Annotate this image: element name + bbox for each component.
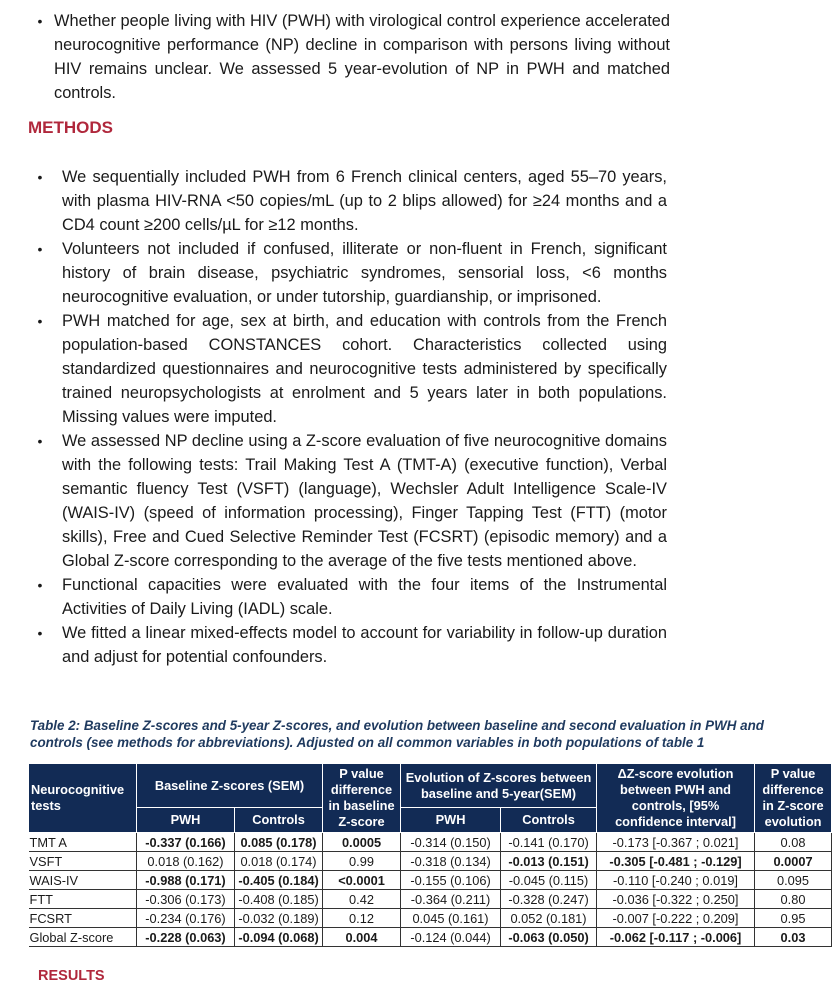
header-baseline: Baseline Z-scores (SEM) [137, 764, 323, 808]
cell-p-baseline: 0.99 [323, 852, 401, 871]
header-evolution: Evolution of Z-scores between baseline and 5-year(SEM) [401, 764, 597, 808]
methods-heading: METHODS [28, 118, 113, 137]
cell-evo-pwh: -0.364 (0.211) [401, 890, 501, 909]
cell-base-pwh: -0.228 (0.063) [137, 928, 235, 947]
cell-base-pwh: -0.234 (0.176) [137, 909, 235, 928]
bullet-dot-icon: • [37, 433, 43, 449]
cell-p-evolution: 0.08 [755, 833, 832, 852]
table-row [29, 909, 832, 928]
bullet-text: We fitted a linear mixed-effects model to account for variability in follow-up duration and adjust for potential confounders. [62, 624, 667, 666]
cell-delta: -0.062 [-0.117 ; -0.006] [597, 928, 755, 947]
table-row [29, 833, 832, 852]
cell-base-controls: -0.032 (0.189) [235, 909, 323, 928]
header-tests: Neurocognitive tests [29, 764, 137, 833]
cell-base-controls: 0.018 (0.174) [235, 852, 323, 871]
table-row [29, 852, 832, 871]
intro-bullet [30, 9, 670, 105]
bullet-text: PWH matched for age, sex at birth, and education with controls from the French population-based CONSTANCES cohort. Characteristics collected using standardized questionnaires and neurocognitive tests administered by specifically trained neuropsychologists at enrolment and 5 years later in both populations. Missing values were imputed. [62, 312, 667, 426]
bullet-text: Functional capacities were evaluated with the four items of the Instrumental Activities of Daily Living (IADL) scale. [62, 576, 667, 618]
cell-p-evolution: 0.0007 [755, 852, 832, 871]
header-evolution-controls: Controls [501, 808, 597, 833]
cell-base-pwh: -0.337 (0.166) [137, 833, 235, 852]
cell-p-baseline: 0.0005 [323, 833, 401, 852]
cell-base-pwh: -0.306 (0.173) [137, 890, 235, 909]
cell-evo-pwh: -0.318 (0.134) [401, 852, 501, 871]
bullet-dot-icon: • [37, 313, 43, 329]
cell-evo-controls: -0.045 (0.115) [501, 871, 597, 890]
cell-base-controls: -0.405 (0.184) [235, 871, 323, 890]
cell-test: FCSRT [29, 909, 137, 928]
cell-evo-controls: -0.063 (0.050) [501, 928, 597, 947]
cell-delta: -0.173 [-0.367 ; 0.021] [597, 833, 755, 852]
cell-base-controls: -0.094 (0.068) [235, 928, 323, 947]
table-row [29, 890, 832, 909]
bullet-dot-icon: • [37, 241, 43, 257]
cell-p-evolution: 0.80 [755, 890, 832, 909]
cell-evo-pwh: -0.155 (0.106) [401, 871, 501, 890]
table-caption: Table 2: Baseline Z-scores and 5-year Z-scores, and evolution between baseline and second evaluation in PWH and controls (see methods for abbreviations). Adjusted on all common variables in both populations of table 1 [30, 718, 764, 750]
cell-evo-controls: -0.013 (0.151) [501, 852, 597, 871]
cell-delta: -0.007 [-0.222 ; 0.209] [597, 909, 755, 928]
cell-base-controls: -0.408 (0.185) [235, 890, 323, 909]
cell-evo-controls: -0.328 (0.247) [501, 890, 597, 909]
bullet-dot-icon: • [37, 13, 43, 29]
cell-delta: -0.305 [-0.481 ; -0.129] [597, 852, 755, 871]
methods-bullet [30, 309, 667, 429]
cell-evo-pwh: 0.045 (0.161) [401, 909, 501, 928]
table-header-row [29, 764, 832, 808]
header-p-evolution: P value difference in Z-score evolution [755, 764, 832, 833]
cell-test: WAIS-IV [29, 871, 137, 890]
cell-p-evolution: 0.095 [755, 871, 832, 890]
cell-test: TMT A [29, 833, 137, 852]
bullet-dot-icon: • [37, 577, 43, 593]
header-baseline-controls: Controls [235, 808, 323, 833]
cell-p-baseline: <0.0001 [323, 871, 401, 890]
cell-base-pwh: 0.018 (0.162) [137, 852, 235, 871]
bullet-text: We sequentially included PWH from 6 French clinical centers, aged 55–70 years, with plasma HIV-RNA <50 copies/mL (up to 2 blips allowed) for ≥24 months and a CD4 count ≥200 cells/µL for ≥12 months. [62, 168, 667, 234]
methods-bullet [30, 573, 667, 621]
cell-evo-pwh: -0.314 (0.150) [401, 833, 501, 852]
bullet-text: Whether people living with HIV (PWH) with virological control experience accelerated neurocognitive performance (NP) decline in comparison with persons living without HIV remains unclear. We assessed 5 year-evolution of NP in PWH and matched controls. [54, 12, 670, 102]
cell-p-baseline: 0.004 [323, 928, 401, 947]
table-row [29, 871, 832, 890]
cell-evo-controls: -0.141 (0.170) [501, 833, 597, 852]
bullet-text: We assessed NP decline using a Z-score evaluation of five neurocognitive domains with the following tests: Trail Making Test A (TMT-A) (executive function), Verbal semantic fluency Test (VSFT) (language), Wechsler Adult Intelligence Scale-IV (WAIS-IV) (speed of information processing), Finger Tapping Test (FTT) (motor skills), Free and Cued Selective Reminder Test (FCSRT) (episodic memory) and a Global Z-score corresponding to the average of the five tests mentioned above. [62, 432, 667, 570]
cell-test: Global Z-score [29, 928, 137, 947]
table-row [29, 928, 832, 947]
cell-p-evolution: 0.03 [755, 928, 832, 947]
header-baseline-pwh: PWH [137, 808, 235, 833]
cell-p-baseline: 0.42 [323, 890, 401, 909]
cell-evo-controls: 0.052 (0.181) [501, 909, 597, 928]
cell-base-pwh: -0.988 (0.171) [137, 871, 235, 890]
methods-bullet [30, 237, 667, 309]
cell-test: FTT [29, 890, 137, 909]
header-p-baseline: P value difference in baseline Z-score [323, 764, 401, 833]
cell-delta: -0.036 [-0.322 ; 0.250] [597, 890, 755, 909]
intro-list [30, 9, 670, 105]
cell-base-controls: 0.085 (0.178) [235, 833, 323, 852]
results-heading: RESULTS [38, 968, 105, 984]
cell-test: VSFT [29, 852, 137, 871]
methods-bullet [30, 621, 667, 669]
methods-bullet [30, 429, 667, 573]
cell-delta: -0.110 [-0.240 ; 0.019] [597, 871, 755, 890]
bullet-dot-icon: • [37, 169, 43, 185]
methods-bullet [30, 165, 667, 237]
methods-list [30, 165, 667, 669]
bullet-dot-icon: • [37, 625, 43, 641]
bullet-text: Volunteers not included if confused, illiterate or non-fluent in French, significant history of brain disease, psychiatric syndromes, sensorial loss, <6 months neurocognitive evaluation, or under tutorship, guardianship, or imprisoned. [62, 240, 667, 306]
cell-p-evolution: 0.95 [755, 909, 832, 928]
header-delta: ΔZ-score evolution between PWH and controls, [95% confidence interval] [597, 764, 755, 833]
cell-p-baseline: 0.12 [323, 909, 401, 928]
header-evolution-pwh: PWH [401, 808, 501, 833]
cell-evo-pwh: -0.124 (0.044) [401, 928, 501, 947]
results-table [28, 763, 832, 947]
